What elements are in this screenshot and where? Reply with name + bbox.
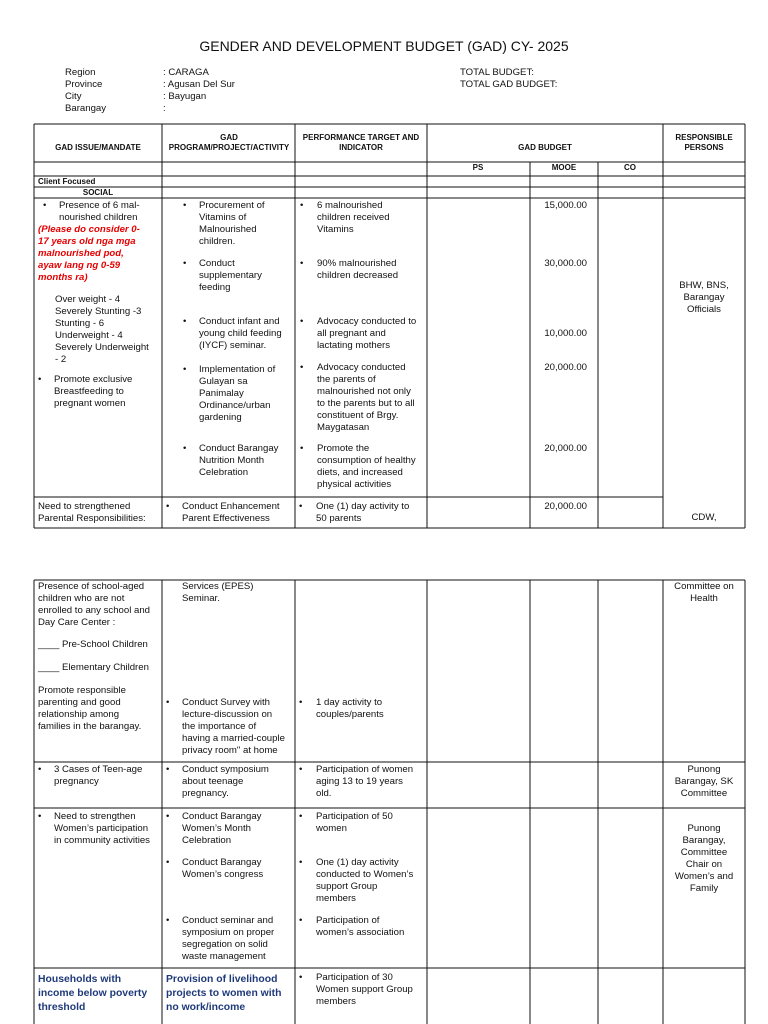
mooe-amount: 10,000.00 bbox=[544, 328, 587, 339]
program-line: Procurement of bbox=[199, 200, 265, 211]
table2-row-teen-pregnancy bbox=[38, 764, 734, 799]
indicator-line: 6 malnourished bbox=[317, 200, 383, 211]
issue-line: Presence of 6 mal- bbox=[59, 200, 140, 211]
program-line: waste management bbox=[182, 951, 266, 962]
indicator-line: Participation of 30 bbox=[316, 972, 393, 983]
indicator-line: physical activities bbox=[317, 479, 392, 490]
program-line: Conduct Barangay bbox=[182, 857, 262, 868]
issue-line: Need to strengthen bbox=[54, 811, 136, 822]
indicator-line: Participation of bbox=[316, 915, 380, 926]
table2-row-livelihood bbox=[38, 972, 413, 1013]
section-social: SOCIAL bbox=[82, 188, 114, 197]
program-line: supplementary bbox=[199, 270, 262, 281]
issue-line: in community activities bbox=[54, 835, 150, 846]
col-header-program-line1: GAD bbox=[220, 133, 238, 142]
mooe-amount: 30,000.00 bbox=[544, 258, 587, 269]
bullet: • bbox=[183, 364, 187, 375]
region-value: : CARAGA bbox=[163, 67, 209, 78]
program-line: Ordinance/urban bbox=[199, 400, 271, 411]
document-title: GENDER AND DEVELOPMENT BUDGET (GAD) CY- 2025 bbox=[199, 38, 569, 54]
indicator-line: 50 parents bbox=[316, 513, 362, 524]
promote-line: parenting and good bbox=[38, 697, 121, 708]
stat-line: - 2 bbox=[55, 354, 67, 365]
program-line: Conduct Enhancement bbox=[182, 501, 280, 512]
col-header-budget: GAD BUDGET bbox=[518, 143, 572, 152]
program-line: Implementation of bbox=[199, 364, 276, 375]
indicator-line: constituent of Brgy. bbox=[317, 410, 399, 421]
indicator-line: 1 day activity to bbox=[316, 697, 383, 708]
bullet: • bbox=[300, 316, 304, 327]
bullet: • bbox=[183, 200, 187, 211]
province-value: : Agusan Del Sur bbox=[163, 79, 235, 90]
pre-school-line: ____ Pre-School Children bbox=[38, 639, 148, 650]
responsible-line: Women’s and bbox=[674, 871, 734, 882]
responsible-line: Punong bbox=[687, 823, 721, 834]
indicator-line: One (1) day activity to bbox=[316, 501, 410, 512]
program-line: Malnourished bbox=[199, 224, 257, 235]
indicator-line: diets, and increased bbox=[317, 467, 403, 478]
bullet: • bbox=[38, 764, 42, 775]
bullet: • bbox=[299, 857, 303, 868]
program-line: Seminar. bbox=[182, 593, 220, 604]
indicator-line: One (1) day activity bbox=[316, 857, 399, 868]
program-line: lecture-discussion on bbox=[182, 709, 273, 720]
indicator-line: consumption of healthy bbox=[317, 455, 416, 466]
note-line: ayaw lang ng 0-59 bbox=[38, 260, 121, 271]
bullet: • bbox=[166, 697, 170, 708]
program-line: having a married-couple bbox=[182, 733, 285, 744]
mooe-amount: 15,000.00 bbox=[544, 200, 587, 211]
header-labels bbox=[65, 67, 557, 114]
program-line: pregnancy. bbox=[182, 788, 229, 799]
program-line: the importance of bbox=[182, 721, 257, 732]
bullet: • bbox=[166, 764, 170, 775]
stat-line: Underweight - 4 bbox=[55, 330, 123, 341]
table1-responsible-cell bbox=[679, 280, 729, 315]
indicator-line: to the parents but to all bbox=[317, 398, 415, 409]
program-line: Conduct bbox=[199, 258, 235, 269]
total-gad-budget-label: TOTAL GAD BUDGET: bbox=[460, 79, 558, 90]
bullet: • bbox=[299, 811, 303, 822]
section-client-focused: Client Focused bbox=[38, 177, 96, 186]
bullet: • bbox=[166, 811, 170, 822]
program-line: Parent Effectiveness bbox=[182, 513, 270, 524]
indicator-line: aging 13 to 19 years bbox=[316, 776, 403, 787]
program-line: Panimalay bbox=[199, 388, 244, 399]
issue-line: nourished children bbox=[59, 212, 138, 223]
note-line: 17 years old nga mga bbox=[38, 236, 136, 247]
indicator-line: members bbox=[316, 996, 356, 1007]
program-line: Conduct Barangay bbox=[182, 811, 262, 822]
col-header-mooe: MOOE bbox=[551, 163, 577, 172]
indicator-line: children decreased bbox=[317, 270, 399, 281]
table1-mooe-cell bbox=[544, 200, 587, 454]
program-line: Gulayan sa bbox=[199, 376, 248, 387]
barangay-label: Barangay bbox=[65, 103, 107, 114]
issue-line: Households with bbox=[38, 974, 122, 985]
indicator-line: conducted to Women’s bbox=[316, 869, 414, 880]
program-line: Provision of livelihood bbox=[166, 974, 278, 985]
promote-line: Promote responsible bbox=[38, 685, 126, 696]
table1-program-cell bbox=[183, 200, 282, 478]
indicator-line: Promote the bbox=[317, 443, 370, 454]
bullet: • bbox=[300, 200, 304, 211]
note-line: malnourished pod, bbox=[38, 248, 124, 259]
col-header-issue: GAD ISSUE/MANDATE bbox=[55, 143, 141, 152]
issue-line: enrolled to any school and bbox=[38, 605, 151, 616]
responsible-line: BHW, BNS, bbox=[679, 280, 729, 291]
indicator-line: women’s association bbox=[316, 927, 405, 938]
barangay-value: : bbox=[163, 103, 166, 114]
program-line: Services (EPES) bbox=[182, 581, 254, 592]
program-line: Conduct seminar and bbox=[182, 915, 274, 926]
program-line: segregation on solid bbox=[182, 939, 268, 950]
stat-line: Over weight - 4 bbox=[55, 294, 121, 305]
indicator-line: the parents of bbox=[317, 374, 376, 385]
mooe-amount: 20,000.00 bbox=[544, 501, 587, 512]
bullet: • bbox=[299, 764, 303, 775]
promote-line: families in the barangay. bbox=[38, 721, 142, 732]
issue-line: threshold bbox=[38, 1002, 86, 1013]
indicator-line: Participation of 50 bbox=[316, 811, 393, 822]
col-header-indicator-line1: PERFORMANCE TARGET AND bbox=[302, 133, 420, 142]
indicator-line: children received bbox=[317, 212, 390, 223]
indicator-line: 90% malnourished bbox=[317, 258, 397, 269]
program-line: about teenage bbox=[182, 776, 244, 787]
table1-issue-cell bbox=[38, 200, 149, 409]
indicator-line: old. bbox=[316, 788, 332, 799]
program-line: feeding bbox=[199, 282, 231, 293]
indicator-line: Vitamins bbox=[317, 224, 354, 235]
responsible-line: Barangay, SK bbox=[674, 776, 734, 787]
bullet: • bbox=[183, 258, 187, 269]
table1-indicator-cell bbox=[300, 200, 416, 490]
indicator-line: Participation of women bbox=[316, 764, 414, 775]
responsible-line: Committee bbox=[680, 788, 728, 799]
city-label: City bbox=[65, 91, 82, 102]
responsible-line: Officials bbox=[687, 304, 721, 315]
province-label: Province bbox=[65, 79, 103, 90]
stat-line: Severely Underweight bbox=[55, 342, 149, 353]
program-line: Women’s congress bbox=[182, 869, 264, 880]
program-line: (IYCF) seminar. bbox=[199, 340, 267, 351]
stat-line: Severely Stunting -3 bbox=[55, 306, 142, 317]
program-line: Celebration bbox=[182, 835, 232, 846]
table2-row-women-participation bbox=[38, 811, 733, 962]
responsible-line: Barangay, bbox=[682, 835, 726, 846]
bullet: • bbox=[299, 501, 303, 512]
bullet: • bbox=[166, 501, 170, 512]
indicator-line: Women support Group bbox=[316, 984, 413, 995]
total-budget-label: TOTAL BUDGET: bbox=[460, 67, 534, 78]
bullet: • bbox=[300, 258, 304, 269]
bullet: • bbox=[38, 811, 42, 822]
table2-row-school bbox=[37, 581, 734, 756]
indicator-line: all pregnant and bbox=[317, 328, 386, 339]
indicator-line: members bbox=[316, 893, 356, 904]
bullet: • bbox=[300, 443, 304, 454]
mooe-amount: 20,000.00 bbox=[544, 443, 587, 454]
stat-line: Stunting - 6 bbox=[55, 318, 105, 329]
issue-line: income below poverty bbox=[38, 988, 148, 999]
elementary-line: ____ Elementary Children bbox=[38, 662, 149, 673]
indicator-line: lactating mothers bbox=[317, 340, 391, 351]
col-header-ps: PS bbox=[472, 163, 484, 172]
program-line: Vitamins of bbox=[199, 212, 247, 223]
indicator-line: Advocacy conducted bbox=[317, 362, 406, 373]
region-label: Region bbox=[65, 67, 96, 78]
indicator-line: Advocacy conducted to bbox=[317, 316, 417, 327]
program-line: Conduct symposium bbox=[182, 764, 269, 775]
col-header-co: CO bbox=[624, 163, 636, 172]
responsible-line: Punong bbox=[687, 764, 721, 775]
col-header-responsible-line1: RESPONSIBLE bbox=[675, 133, 733, 142]
indicator-line: support Group bbox=[316, 881, 378, 892]
breastfeeding-line: Breastfeeding to bbox=[54, 386, 124, 397]
issue-line: Presence of school-aged bbox=[38, 581, 145, 592]
issue-line: Women’s participation bbox=[54, 823, 149, 834]
program-line: Conduct infant and bbox=[199, 316, 280, 327]
bullet: • bbox=[299, 697, 303, 708]
program-line: symposium on proper bbox=[182, 927, 275, 938]
table1-parental-row bbox=[38, 501, 717, 524]
col-header-program-line2: PROGRAM/PROJECT/ACTIVITY bbox=[168, 143, 290, 152]
bullet: • bbox=[299, 915, 303, 926]
bullet: • bbox=[38, 374, 42, 385]
responsible-line: Committee bbox=[680, 847, 728, 858]
program-line: no work/income bbox=[166, 1002, 246, 1013]
breastfeeding-line: Promote exclusive bbox=[54, 374, 133, 385]
mooe-amount: 20,000.00 bbox=[544, 362, 587, 373]
col-header-indicator-line2: INDICATOR bbox=[339, 143, 383, 152]
col-header-responsible-line2: PERSONS bbox=[684, 143, 724, 152]
issue-line: Need to strengthened bbox=[38, 501, 131, 512]
issue-line: 3 Cases of Teen-age bbox=[54, 764, 143, 775]
responsible-line: CDW, bbox=[691, 512, 717, 523]
bullet: • bbox=[166, 915, 170, 926]
indicator-line: Maygatasan bbox=[317, 422, 370, 433]
promote-line: relationship among bbox=[38, 709, 120, 720]
program-line: Conduct Barangay bbox=[199, 443, 279, 454]
note-line: months ra) bbox=[38, 272, 88, 283]
responsible-line: Barangay bbox=[683, 292, 725, 303]
bullet: • bbox=[43, 200, 47, 211]
issue-line: Parental Responsibilities: bbox=[38, 513, 146, 524]
issue-line: Day Care Center : bbox=[38, 617, 116, 628]
program-line: privacy room" at home bbox=[182, 745, 278, 756]
issue-line: pregnancy bbox=[54, 776, 99, 787]
bullet: • bbox=[183, 316, 187, 327]
program-line: gardening bbox=[199, 412, 242, 423]
bullet: • bbox=[166, 857, 170, 868]
responsible-line: Health bbox=[690, 593, 718, 604]
program-line: children. bbox=[199, 236, 236, 247]
indicator-line: malnourished not only bbox=[317, 386, 411, 397]
responsible-line: Family bbox=[689, 883, 719, 894]
program-line: Celebration bbox=[199, 467, 249, 478]
bullet: • bbox=[183, 443, 187, 454]
responsible-line: Chair on bbox=[685, 859, 723, 870]
program-line: projects to women with bbox=[166, 988, 282, 999]
bullet: • bbox=[299, 972, 303, 983]
indicator-line: women bbox=[316, 823, 347, 834]
city-value: : Bayugan bbox=[163, 91, 207, 102]
program-line: Women’s Month bbox=[182, 823, 251, 834]
program-line: Nutrition Month bbox=[199, 455, 265, 466]
program-line: young child feeding bbox=[199, 328, 282, 339]
program-line: Conduct Survey with bbox=[182, 697, 270, 708]
breastfeeding-line: pregnant women bbox=[54, 398, 126, 409]
note-line: (Please do consider 0- bbox=[38, 224, 140, 235]
issue-line: children who are not bbox=[38, 593, 125, 604]
indicator-line: couples/parents bbox=[316, 709, 384, 720]
responsible-line: Committee on bbox=[674, 581, 734, 592]
bullet: • bbox=[300, 362, 304, 373]
